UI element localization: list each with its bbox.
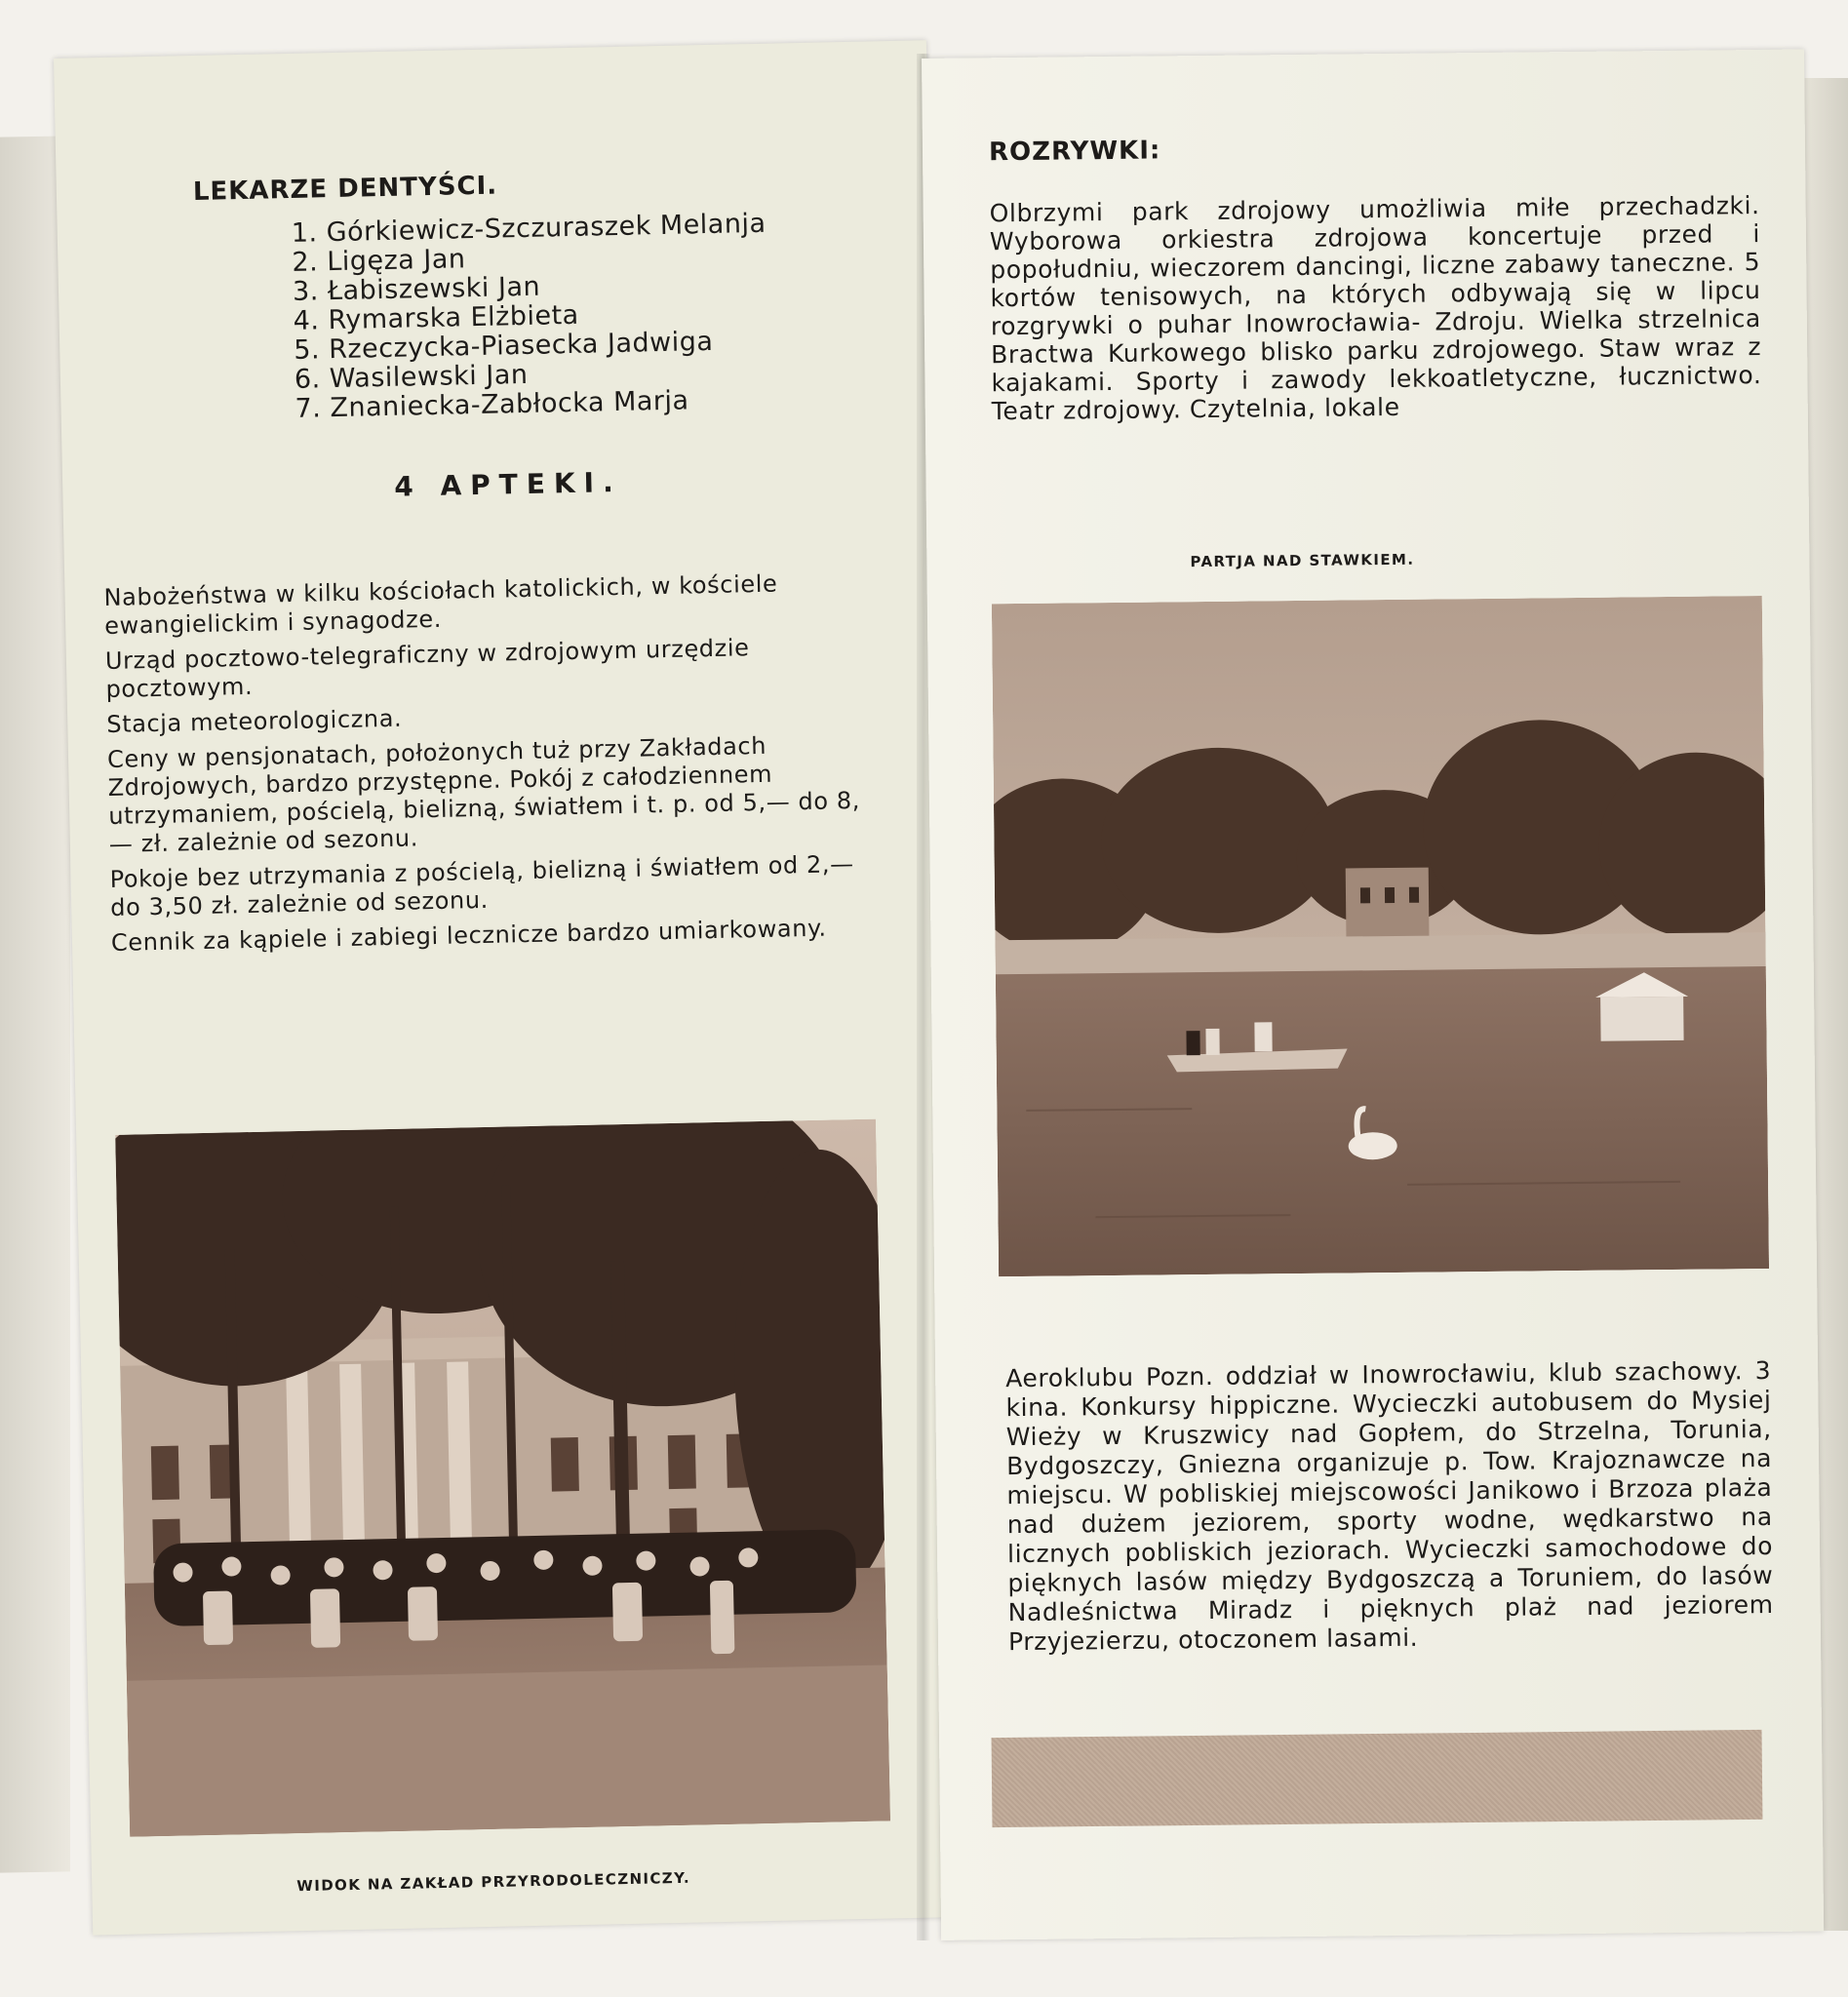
left-panel [54, 40, 965, 1935]
list-item: 2. Ligęza Jan [292, 244, 466, 278]
pharmacies-heading: 4 APTEKI. [393, 465, 622, 503]
list-item: 1. Górkiewicz-Szczuraszek Melanja [291, 208, 767, 249]
photo-caption: WIDOK NA ZAKŁAD PRZYRODOLECZNICZY. [296, 1868, 691, 1896]
paragraph: Cennik za kąpiele i zabiegi lecznicze bardzo umiarkowany. [110, 914, 827, 957]
entertainment-heading: ROZRYWKI: [988, 136, 1161, 168]
paragraph: Urząd pocztowo-telegraficzny w zdrojowym urzędzie pocztowym. [104, 634, 750, 704]
entertainment-text: Olbrzymi park zdrojowy umożliwia miłe przechadzki. Wyborowa orkiestra zdrojowa koncertuje przed i popołudniu, wieczorem dancingi, liczne zabawy taneczne. 5 kortów tenisowych, na których odbywają się w lipcu rozgrywki o puhar Inowrocławia- Zdroju. Wielka strzelnica Bractwa Kurkowego blisko parku zdrojowego. Staw wraz z kajakami. Sporty i zawody lekkoatletyczne, łucznictwo. Teatr zdrojowy. Czytelnia, lokale [989, 191, 1762, 426]
pond-photo [992, 596, 1769, 1276]
list-item: 4. Rymarska Elżbieta [293, 299, 579, 336]
right-panel [922, 50, 1824, 1940]
list-item: 3. Łabiszewski Jan [292, 271, 541, 307]
entertainment-continuation: Aeroklubu Pozn. oddział w Inowrocławiu, klub szachowy. 3 kina. Konkursy hippiczne. Wycieczki autobusem do Mysiej Wieży w Kruszwicy nad Gopłem, do Strzelna, Torunia, Bydgoszczy, Gniezna organizuje p. Tow. Krajoznawcze na miejscu. W pobliskiej miejscowości Janikowo i Brzoza plaża nad dużem jeziorem, sporty wodne, wędkarstwo na licznych pobliskich jeziorach. Wycieczki samochodowe do pięknych lasów między Bydgoszczą a Toruniem, do lasów Nadleśnictwa Miradz i pięknych plaż nad jeziorem Przyjezierzu, otoczonem lasami. [1005, 1355, 1774, 1657]
list-item: 5. Rzeczycka-Piasecka Jadwiga [293, 326, 714, 366]
spa-building-photo [115, 1119, 890, 1837]
photo-caption: PARTJA NAD STAWKIEM. [1190, 550, 1415, 571]
left-flap-edge [0, 136, 70, 1872]
dentists-list [292, 210, 770, 424]
list-item: 6. Wasilewski Jan [294, 359, 529, 395]
paragraph: Ceny w pensjonatach, położonych tuż przy Zakładach Zdrojowych, bardzo przystępne. Pokój z całodziennem utrzymaniem, pościelą, bielizną, światłem i t. p. od 5,— do 8,— zł. zależnie od sezonu. [106, 731, 861, 858]
paragraph: Pokoje bez utrzymania z pościelą, bielizną i światłem od 2,— do 3,50 zł. zależnie od sezonu. [109, 849, 854, 921]
info-paragraphs [103, 568, 882, 963]
dentists-heading: LEKARZE DENTYŚCI. [192, 171, 498, 208]
paragraph: Nabożeństwa w kilku kościołach katolickich, w kościele ewangielickim i synagodze. [103, 569, 778, 641]
decorative-strip [992, 1730, 1763, 1827]
paragraph: Stacja meteorologiczna. [106, 704, 403, 739]
list-item: 7. Znaniecka-Zabłocka Marja [295, 385, 689, 424]
